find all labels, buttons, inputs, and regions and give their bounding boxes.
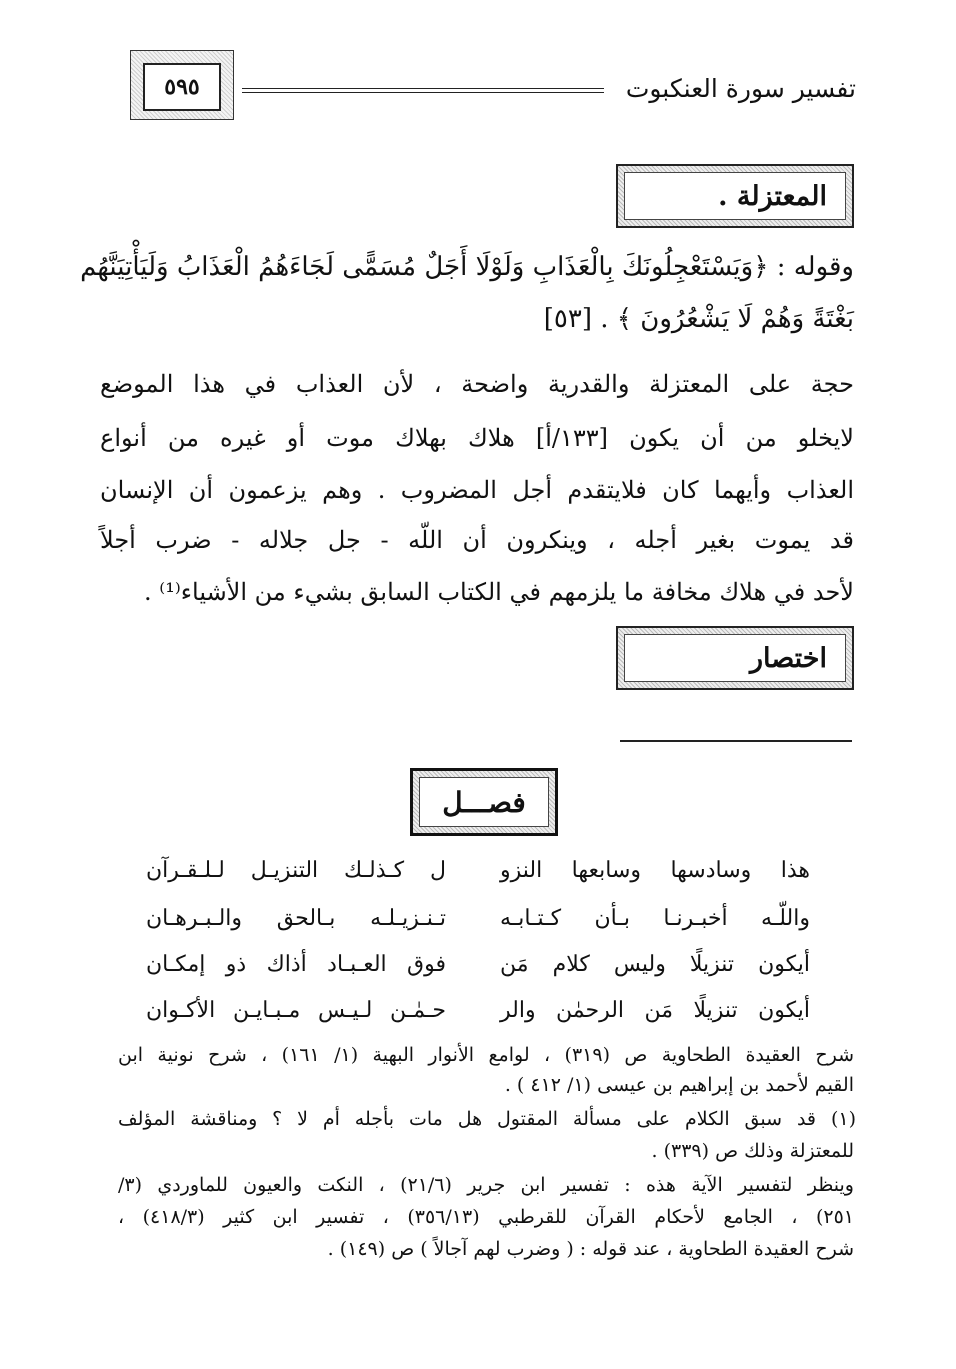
section-heading-fasl: فصـــل bbox=[419, 777, 549, 827]
section-heading-frame bbox=[410, 768, 558, 836]
hemistich-first: واللّـه أخبـرنـا بـأن كـتـابـه bbox=[500, 906, 810, 931]
paragraph-line: العذاب وأيهما كان فلايتقدم أجل المضروب . وهم يزعمون أن الإنسان bbox=[100, 476, 854, 504]
poetry-verse bbox=[146, 952, 810, 992]
paragraph-line: لايخلو من أن يكون [١٣٣/أ] هلاك بهلاك موت أو غيره من أنواع bbox=[100, 424, 854, 452]
paragraph-line: قد يموت بغير أجله ، وينكرون أن اللّه - جل جلاله - ضرب أجلاً bbox=[100, 526, 854, 554]
poetry-verse bbox=[146, 998, 810, 1038]
section-divider bbox=[620, 740, 852, 742]
page-number: ٥٩٥ bbox=[143, 63, 221, 111]
hemistich-second: ل كـذلـك التنزيـل لـلـقـرآن bbox=[146, 858, 446, 883]
section-heading-ikhtisar: اختصار bbox=[624, 634, 846, 682]
paragraph-line: لأحد في هلاك مخافة ما يلزمهم في الكتاب السابق بشيء من الأشياء⁽¹⁾ . bbox=[144, 578, 854, 606]
section-heading-mutazila: المعتزلة . bbox=[624, 172, 846, 220]
hemistich-first: أيكون تنزيلًا مَن الرحمٰن والر bbox=[500, 998, 810, 1023]
footnote-line: ٢٥١) ، الجامع لأحكام القرآن للقرطبي (٣٥٦/١٣) ، تفسير ابن كثير (٤١٨/٣) ، bbox=[118, 1206, 854, 1228]
hemistich-second: تـنـزيـلـه بـالحق والـبـرهـان bbox=[146, 906, 446, 931]
section-heading-frame bbox=[616, 164, 854, 228]
poetry-verse bbox=[146, 906, 810, 946]
section-heading-frame bbox=[616, 626, 854, 690]
hemistich-first: أيكون تنزيلًا وليس كلام مَن bbox=[500, 952, 810, 977]
page-number-box bbox=[130, 50, 234, 120]
poetry-verse bbox=[146, 858, 810, 898]
footnote-number: (١) bbox=[830, 1108, 856, 1130]
footnote-line: شرح العقيدة الطحاوية ، عند قوله : ( وضرب لهم آجالاً ) ص (١٤٩) . bbox=[327, 1238, 854, 1260]
header-rule bbox=[242, 88, 604, 93]
footnote-line: للمعتزلة وذلك ص (٣٣٩) . bbox=[651, 1140, 854, 1162]
running-title: تفسير سورة العنكبوت bbox=[625, 74, 856, 103]
hemistich-first: هذا وسادسها وسابعها النزو bbox=[500, 858, 810, 883]
verse-line-2: بَغْتَةً وَهُمْ لَا يَشْعُرُونَ ﴾ . [٥٣] bbox=[543, 304, 854, 334]
footnote-line: القيم لأحمد بن إبراهيم بن عيسى (١/ ٤١٢ ) . bbox=[504, 1074, 854, 1096]
hemistich-second: حـمٰـن لـيـس مـبـايـن الأكـوان bbox=[146, 998, 446, 1023]
verse-line-1: وقوله : ﴿وَيَسْتَعْجِلُونَكَ بِالْعَذَابِ وَلَوْلَا أَجَلٌ مُسَمًّى لَجَاءَهُمُ الْعَذَابُ وَلَيَأْتِيَنَّهُم bbox=[80, 252, 854, 282]
footnote-line: وينظر لتفسير الآية هذه : تفسير ابن جرير (٢١/٦) ، النكت والعيون للماوردي (٣/ bbox=[118, 1174, 854, 1196]
paragraph-line: حجة على المعتزلة والقدرية واضحة ، لأن العذاب في هذا الموضع bbox=[100, 370, 854, 398]
footnote-line: شرح العقيدة الطحاوية ص (٣١٩) ، لوامع الأنوار البهية (١/ ١٦١) ، شرح نونية ابن bbox=[118, 1044, 855, 1066]
hemistich-second: فوق العـبـاد أذاك ذو إمكـان bbox=[146, 952, 446, 977]
footnote-line: قد سبق الكلام على مسألة المقتول هل مات بأجله أم لا ؟ ومناقشة المؤلف bbox=[118, 1108, 816, 1130]
